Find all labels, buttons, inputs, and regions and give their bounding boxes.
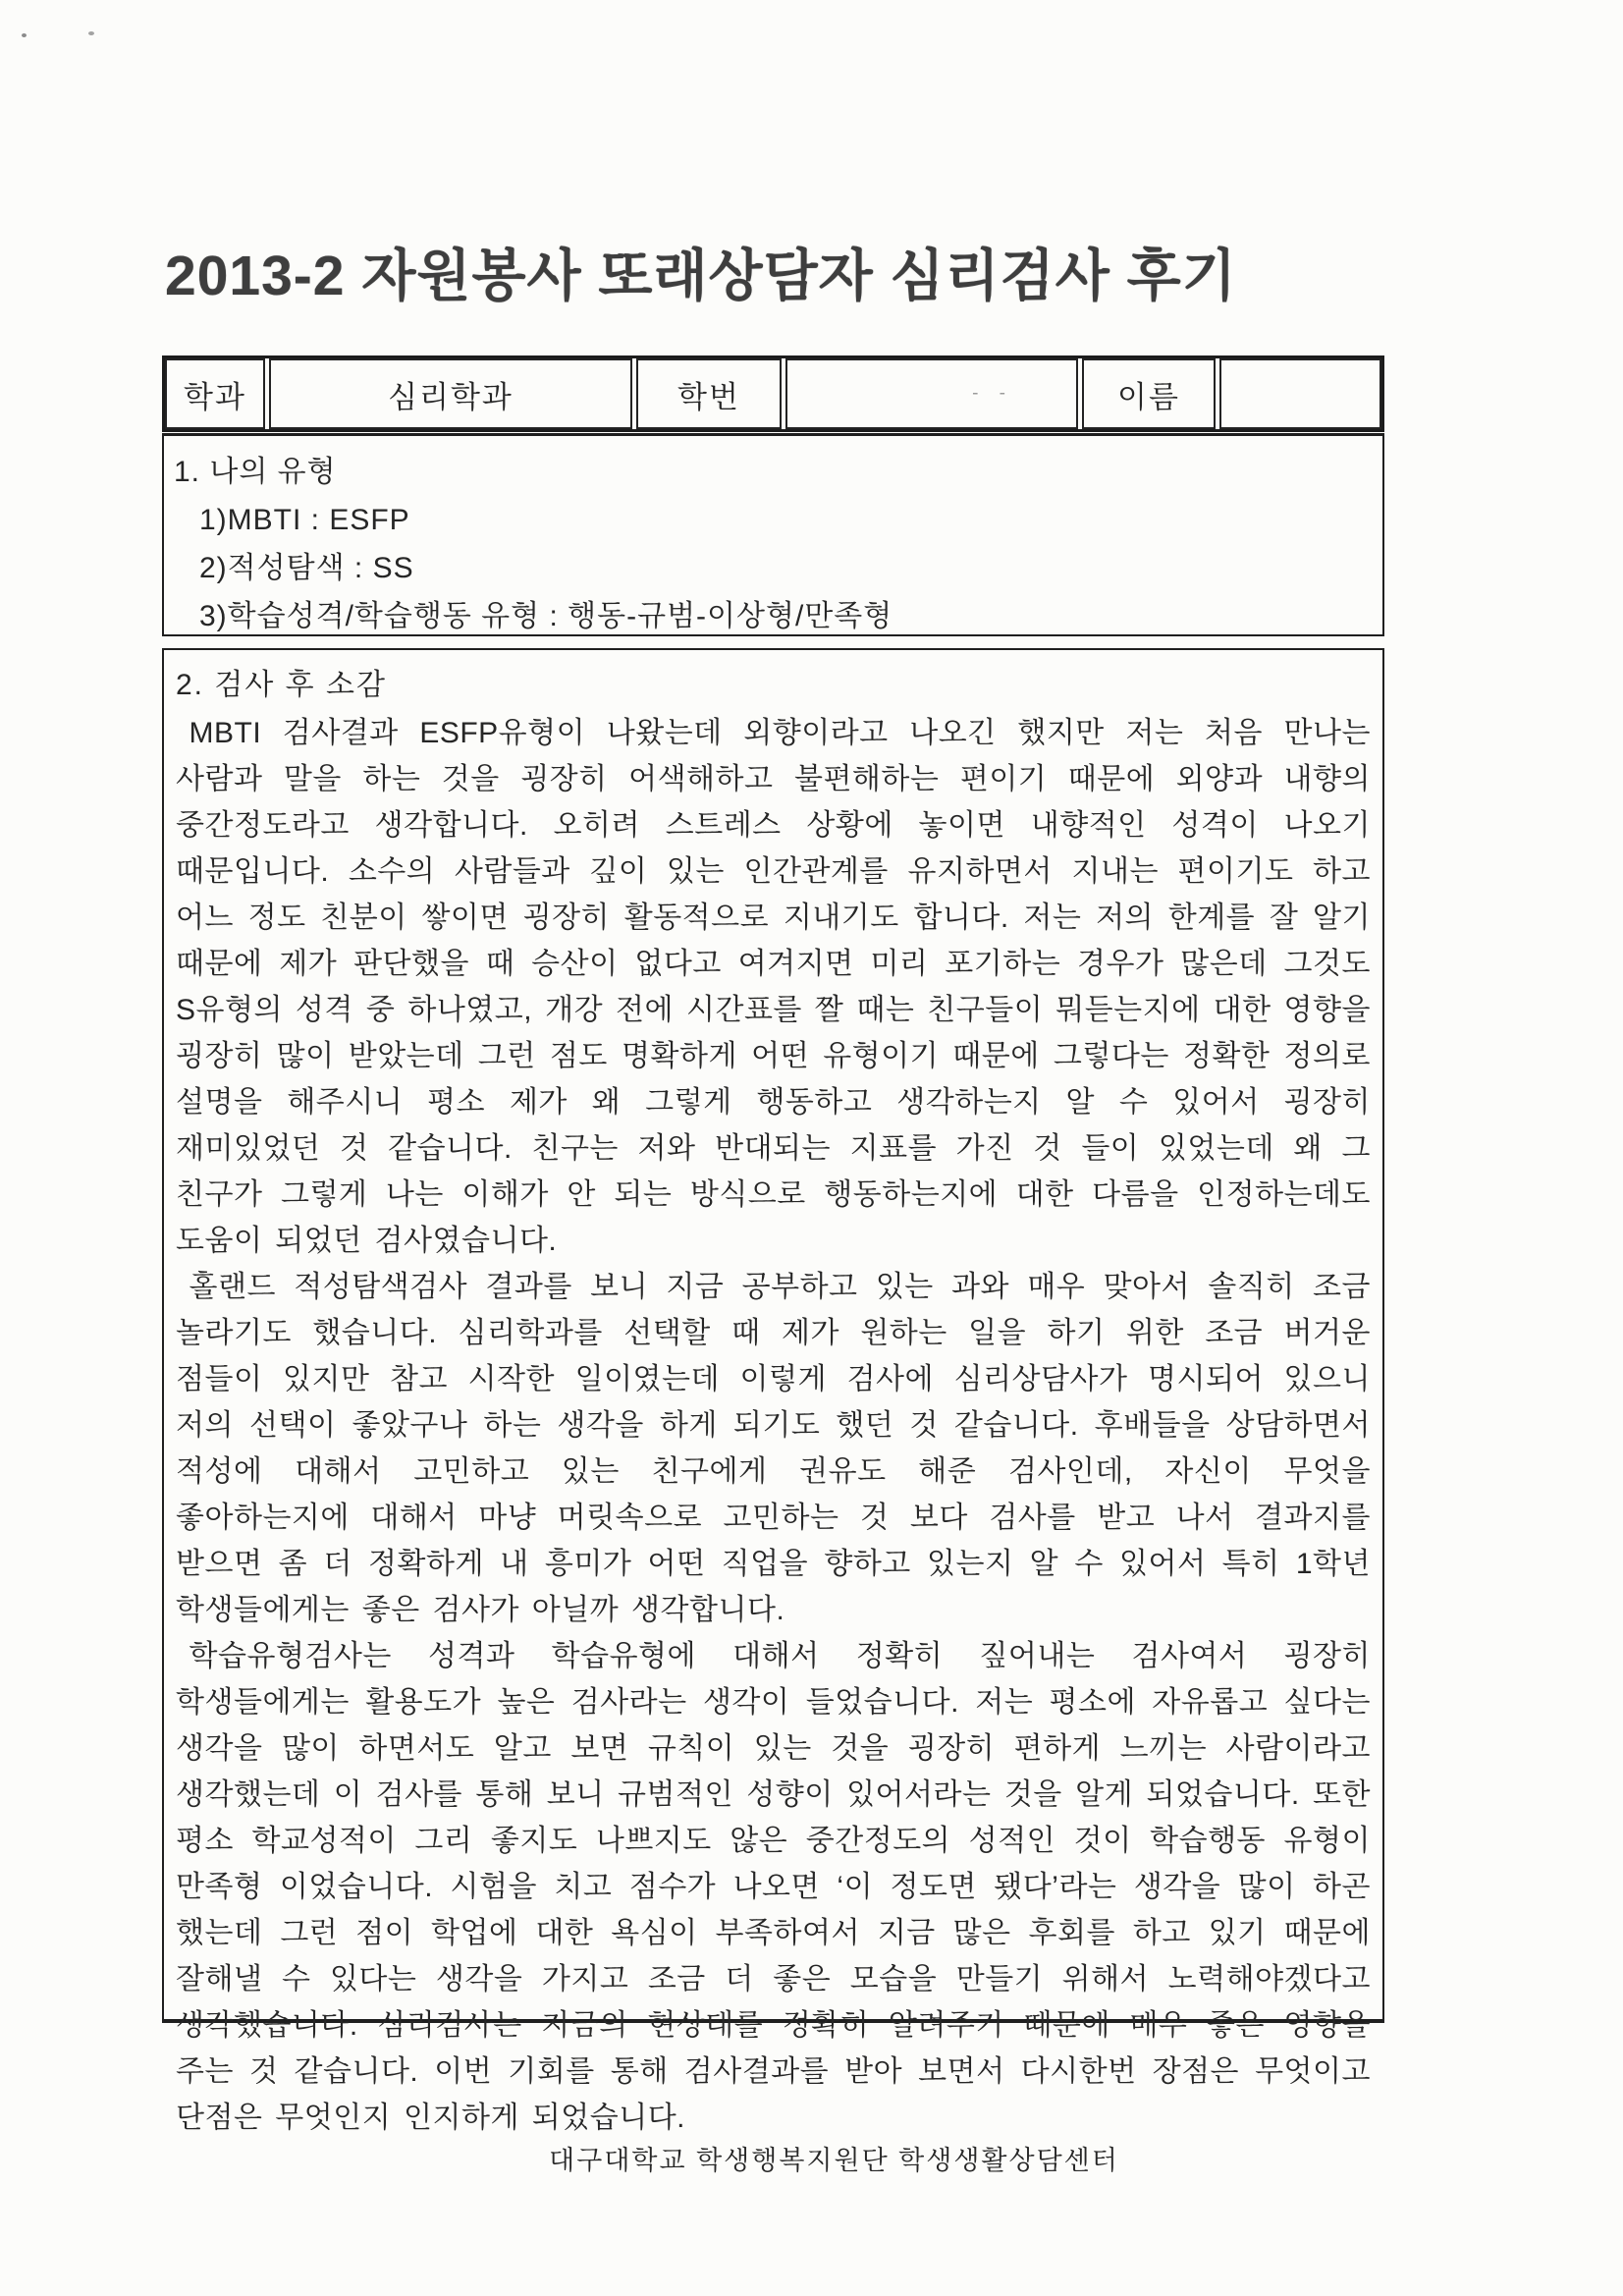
student-id-label: 학번	[636, 358, 782, 429]
my-type-item-aptitude: 2)적성탐색 : SS	[199, 552, 414, 584]
my-type-item-mbti: 1)MBTI : ESFP	[199, 504, 410, 536]
scan-speck	[22, 33, 27, 37]
page-title: 2013-2 자원봉사 또래상담자 심리검사 후기	[165, 245, 1237, 307]
review-heading: 2. 검사 후 소감	[176, 669, 387, 701]
name-value	[1219, 358, 1381, 429]
scan-speck	[88, 31, 94, 35]
review-section-box	[162, 648, 1384, 2134]
student-info-table	[162, 355, 1384, 432]
student-id-value: - -	[785, 358, 1078, 429]
footer-org-name: 대구대학교 학생행복지원단 학생생활상담센터	[549, 2146, 1119, 2175]
my-type-item-learning-style: 3)학습성격/학습행동 유형 : 행동-규범-이상형/만족형	[199, 600, 893, 632]
department-value: 심리학과	[269, 358, 632, 429]
review-paragraph-learning: 학습유형검사는 성격과 학습유형에 대해서 정확히 짚어내는 검사여서 굉장히 학생들에게는 활용도가 높은 검사라는 생각이 들었습니다. 저는 평소에 자유롭고 싶다는 생각을 많이 하면서도 알고 보면 규칙이 있는 것을 굉장히 편하게 느끼는 사람이라고 생각했는데 이 검사를 통해 보니 규범적인 성향이 있어서라는 것을 알게 되었습니다. 또한 평소 학교성적이 그리 좋지도 나쁘지도 않은 중간정도의 성적인 것이 학습행동 유형이 만족형 이었습니다. 시험을 치고 점수가 나오면 ‘이 정도면 됐다’라는 생각을 많이 하곤 했는데 그런 점이 학업에 대한 욕심이 부족하여서 지금 많은 후회를 하고 있기 때문에 잘해낼 수 있다는 생각을 가지고 조금 더 좋은 모습을 만들기 위해서 노력해야겠다고 생각했습니다. 심리검사는 지금의 현상태를 정확히 알려주기 때문에 매우 좋은 영향을 주는 것 같습니다. 이번 기회를 통해 검사결과를 받아 보면서 다시한번 장점은 무엇이고 단점은 무엇인지 인지하게 되었습니다.	[176, 1640, 1371, 2134]
review-paragraph-mbti: MBTI 검사결과 ESFP유형이 나왔는데 외향이라고 나오긴 했지만 저는 처음 만나는 사람과 말을 하는 것을 굉장히 어색해하고 불편해하는 편이기 때문에 외양과 내향의 중간정도라고 생각합니다. 오히려 스트레스 상황에 놓이면 내향적인 성격이 나오기 때문입니다. 소수의 사람들과 깊이 있는 인간관계를 유지하면서 지내는 편이기도 하고 어느 정도 친분이 쌓이면 굉장히 활동적으로 지내기도 합니다. 저는 저의 한계를 잘 알기 때문에 제가 판단했을 때 승산이 없다고 여겨지면 미리 포기하는 경우가 많은데 그것도 S유형의 성격 중 하나였고, 개강 전에 시간표를 짤 때는 친구들이 뭐듣는지에 대한 영향을 굉장히 많이 받았는데 그런 점도 명확하게 어떤 유형이기 때문에 그렇다는 정확한 정의로 설명을 해주시니 평소 제가 왜 그렇게 행동하고 생각하는지 알 수 있어서 굉장히 재미있었던 것 같습니다. 친구는 저와 반대되는 지표를 가진 것 들이 있었는데 왜 그 친구가 그렇게 나는 이해가 안 되는 방식으로 행동하는지에 대한 다름을 인정하는데도 도움이 되었던 검사였습니다.	[176, 717, 1371, 1257]
my-type-section-box	[162, 433, 1384, 636]
my-type-items	[199, 496, 1369, 640]
my-type-heading: 1. 나의 유형	[174, 456, 337, 488]
review-paragraph-holland: 홀랜드 적성탐색검사 결과를 보니 지금 공부하고 있는 과와 매우 맞아서 솔직히 조금 놀라기도 했습니다. 심리학과를 선택할 때 제가 원하는 일을 하기 위한 조금 버거운 점들이 있지만 참고 시작한 일이였는데 이렇게 검사에 심리상담사가 명시되어 있으니 저의 선택이 좋았구나 하는 생각을 하게 되기도 했던 것 같습니다. 후배들을 상담하면서 적성에 대해서 고민하고 있는 친구에게 권유도 해준 검사인데, 자신이 무엇을 좋아하는지에 대해서 마냥 머릿속으로 고민하는 것 보다 검사를 받고 나서 결과지를 받으면 좀 더 정확하게 내 흥미가 어떤 직업을 향하고 있는지 알 수 있어서 특히 1학년 학생들에게는 좋은 검사가 아닐까 생각합니다.	[176, 1271, 1371, 1626]
name-label: 이름	[1082, 358, 1216, 429]
department-label: 학과	[165, 358, 265, 429]
